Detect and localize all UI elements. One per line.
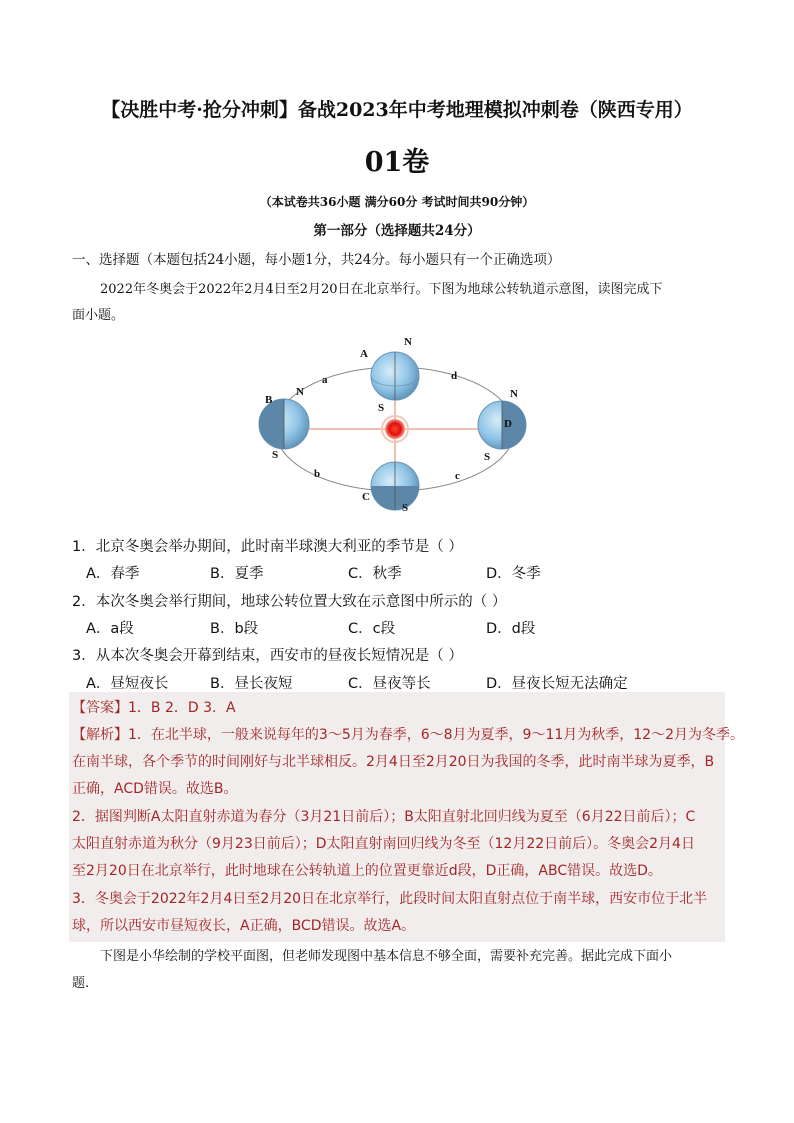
analysis-line-2: 在南半球，各个季节的时间刚好与北半球相反。2月4日至2月20日为我国的冬季，此时南半球为夏季，B [72, 754, 715, 770]
intro-line-2: 面小题。 [72, 308, 125, 323]
earth-orbit-diagram [250, 336, 540, 516]
answer-line: 【答案】1．B 2．D 3．A [72, 700, 236, 716]
question-2-stem: 2．本次冬奥会举行期间，地球公转位置大致在示意图中所示的（ ） [72, 594, 507, 610]
q1-option-b: B．夏季 [210, 566, 264, 582]
intro-line-1: 2022年冬奥会于2022年2月4日至2月20日在北京举行。下图为地球公转轨道示意图，读图完成下 [100, 282, 663, 297]
earth-position-d [478, 401, 526, 449]
analysis-line-8: 球，所以西安市昼短夜长，A正确，BCD错误。故选A。 [72, 918, 416, 934]
label-n-d: N [510, 388, 518, 400]
intro2-line-1: 下图是小华绘制的学校平面图，但老师发现图中基本信息不够全面，需要补充完善。据此完成下面小 [100, 949, 673, 964]
q2-option-c: C．c段 [348, 621, 396, 637]
label-s-d: S [484, 451, 491, 463]
segment-c: c [455, 470, 460, 482]
analysis-line-3: 正确，ACD错误。故选B。 [72, 781, 238, 797]
analysis-line-1: 【解析】1．在北半球，一般来说每年的3～5月为春季，6～8月为夏季，9～11月为秋季，12～2月为冬季。 [72, 727, 744, 743]
analysis-line-7: 3．冬奥会于2022年2月4日至2月20日在北京举行，此段时间太阳直射点位于南半球，西安市位于北半 [72, 891, 708, 907]
q1-option-c: C．秋季 [348, 566, 402, 582]
earth-position-c [371, 462, 419, 510]
q3-option-d: D．昼夜长短无法确定 [486, 676, 628, 692]
exam-info: （本试卷共36小题 满分60分 考试时间共90分钟） [259, 195, 535, 209]
intro2-line-2: 题. [72, 976, 90, 991]
q3-option-b: B．昼长夜短 [210, 676, 293, 692]
q3-option-c: C．昼夜等长 [348, 676, 431, 692]
analysis-line-6: 至2月20日在北京举行，此时地球在公转轨道上的位置更靠近d段，D正确，ABC错误。故选D。 [72, 863, 662, 879]
sun [385, 419, 405, 439]
q2-option-b: B．b段 [210, 621, 259, 637]
q3-option-a: A．昼短夜长 [86, 676, 169, 692]
label-s-a: S [378, 402, 385, 414]
earth-position-b [259, 399, 309, 449]
section-heading: 一、选择题（本题包括24小题，每小题1分，共24分。每小题只有一个正确选项） [72, 252, 561, 268]
exam-subtitle: 01卷 [364, 147, 430, 178]
analysis-line-4: 2．据图判断A太阳直射赤道为春分（3月21日前后）；B太阳直射北回归线为夏至（6月22日前后）；C [72, 809, 696, 825]
q2-option-a: A．a段 [86, 621, 134, 637]
label-s-b: S [272, 449, 279, 461]
label-n-a: N [404, 336, 412, 348]
label-b: B [265, 394, 273, 406]
exam-title: 【决胜中考·抢分冲刺】备战2023年中考地理模拟冲刺卷（陕西专用） [101, 99, 693, 121]
orbit-svg [250, 336, 540, 516]
question-1-stem: 1．北京冬奥会举办期间，此时南半球澳大利亚的季节是（ ） [72, 539, 463, 555]
label-d: D [504, 418, 512, 430]
segment-a: a [322, 374, 328, 386]
q2-option-d: D．d段 [486, 621, 536, 637]
segment-d: d [451, 370, 458, 382]
earth-position-a [371, 352, 419, 400]
label-c: C [362, 491, 370, 503]
label-n-b: N [296, 386, 304, 398]
label-s-c: S [402, 502, 409, 514]
label-a: A [360, 348, 368, 360]
q1-option-d: D．冬季 [486, 566, 541, 582]
q1-option-a: A．春季 [86, 566, 140, 582]
question-3-stem: 3．从本次冬奥会开幕到结束，西安市的昼夜长短情况是（ ） [72, 648, 463, 664]
segment-b: b [314, 468, 321, 480]
analysis-line-5: 太阳直射赤道为秋分（9月23日前后）；D太阳直射南回归线为冬至（12月22日前后）。冬奥会2月4日 [72, 836, 695, 852]
part-heading: 第一部分（选择题共24分） [313, 223, 481, 239]
